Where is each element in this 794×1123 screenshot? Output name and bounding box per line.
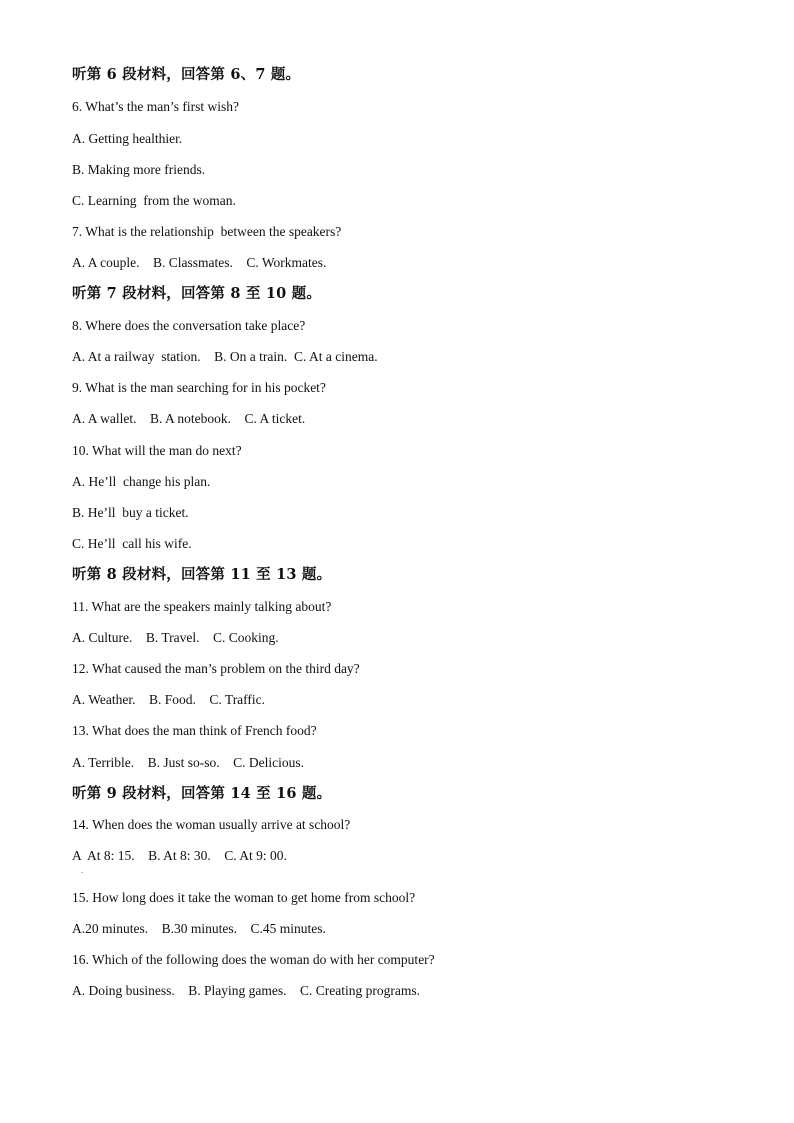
section-header: 听第 8 段材料，回答第 11 至 13 题。 — [72, 566, 332, 583]
section-header: 听第 9 段材料，回答第 14 至 16 题。 — [72, 785, 332, 802]
option-line: A.20 minutes. B.30 minutes. C.45 minutes. — [72, 921, 326, 936]
section-header: 听第 6 段材料，回答第 6、7 题。 — [72, 66, 301, 83]
stray-mark: . — [81, 866, 83, 875]
question-line: 10. What will the man do next? — [72, 443, 242, 458]
question-line: 9. What is the man searching for in his pocket? — [72, 380, 326, 395]
question-line: 8. Where does the conversation take place? — [72, 318, 306, 333]
question-line: 6. What’s the man’s first wish? — [72, 99, 239, 114]
option-line: A. Weather. B. Food. C. Traffic. — [72, 692, 266, 707]
option-line: B. Making more friends. — [72, 162, 206, 177]
option-line: A. He’ll change his plan. — [72, 474, 211, 489]
option-line: A At 8: 15. B. At 8: 30. C. At 9: 00. — [72, 848, 287, 863]
question-line: 12. What caused the man’s problem on the third day? — [72, 661, 360, 676]
option-line: A. At a railway station. B. On a train. C. At a cinema. — [72, 349, 378, 364]
section-header: 听第 7 段材料，回答第 8 至 10 题。 — [72, 285, 322, 302]
question-line: 11. What are the speakers mainly talking about? — [72, 599, 332, 614]
option-line: A. Terrible. B. Just so-so. C. Delicious. — [72, 755, 305, 770]
question-line: 13. What does the man think of French food? — [72, 723, 317, 738]
option-line: C. He’ll call his wife. — [72, 536, 192, 551]
question-line: 14. When does the woman usually arrive at school? — [72, 817, 351, 832]
question-line: 16. Which of the following does the woman do with her computer? — [72, 952, 435, 967]
question-line: 15. How long does it take the woman to get home from school? — [72, 890, 416, 905]
option-line: A. Culture. B. Travel. C. Cooking. — [72, 630, 279, 645]
option-line: A. A wallet. B. A notebook. C. A ticket. — [72, 411, 306, 426]
option-line: B. He’ll buy a ticket. — [72, 505, 189, 520]
question-line: 7. What is the relationship between the speakers? — [72, 224, 342, 239]
option-line: C. Learning from the woman. — [72, 193, 236, 208]
option-line: A. Getting healthier. — [72, 131, 183, 146]
option-line: A. A couple. B. Classmates. C. Workmates. — [72, 255, 327, 270]
option-line: A. Doing business. B. Playing games. C. Creating programs. — [72, 983, 420, 998]
